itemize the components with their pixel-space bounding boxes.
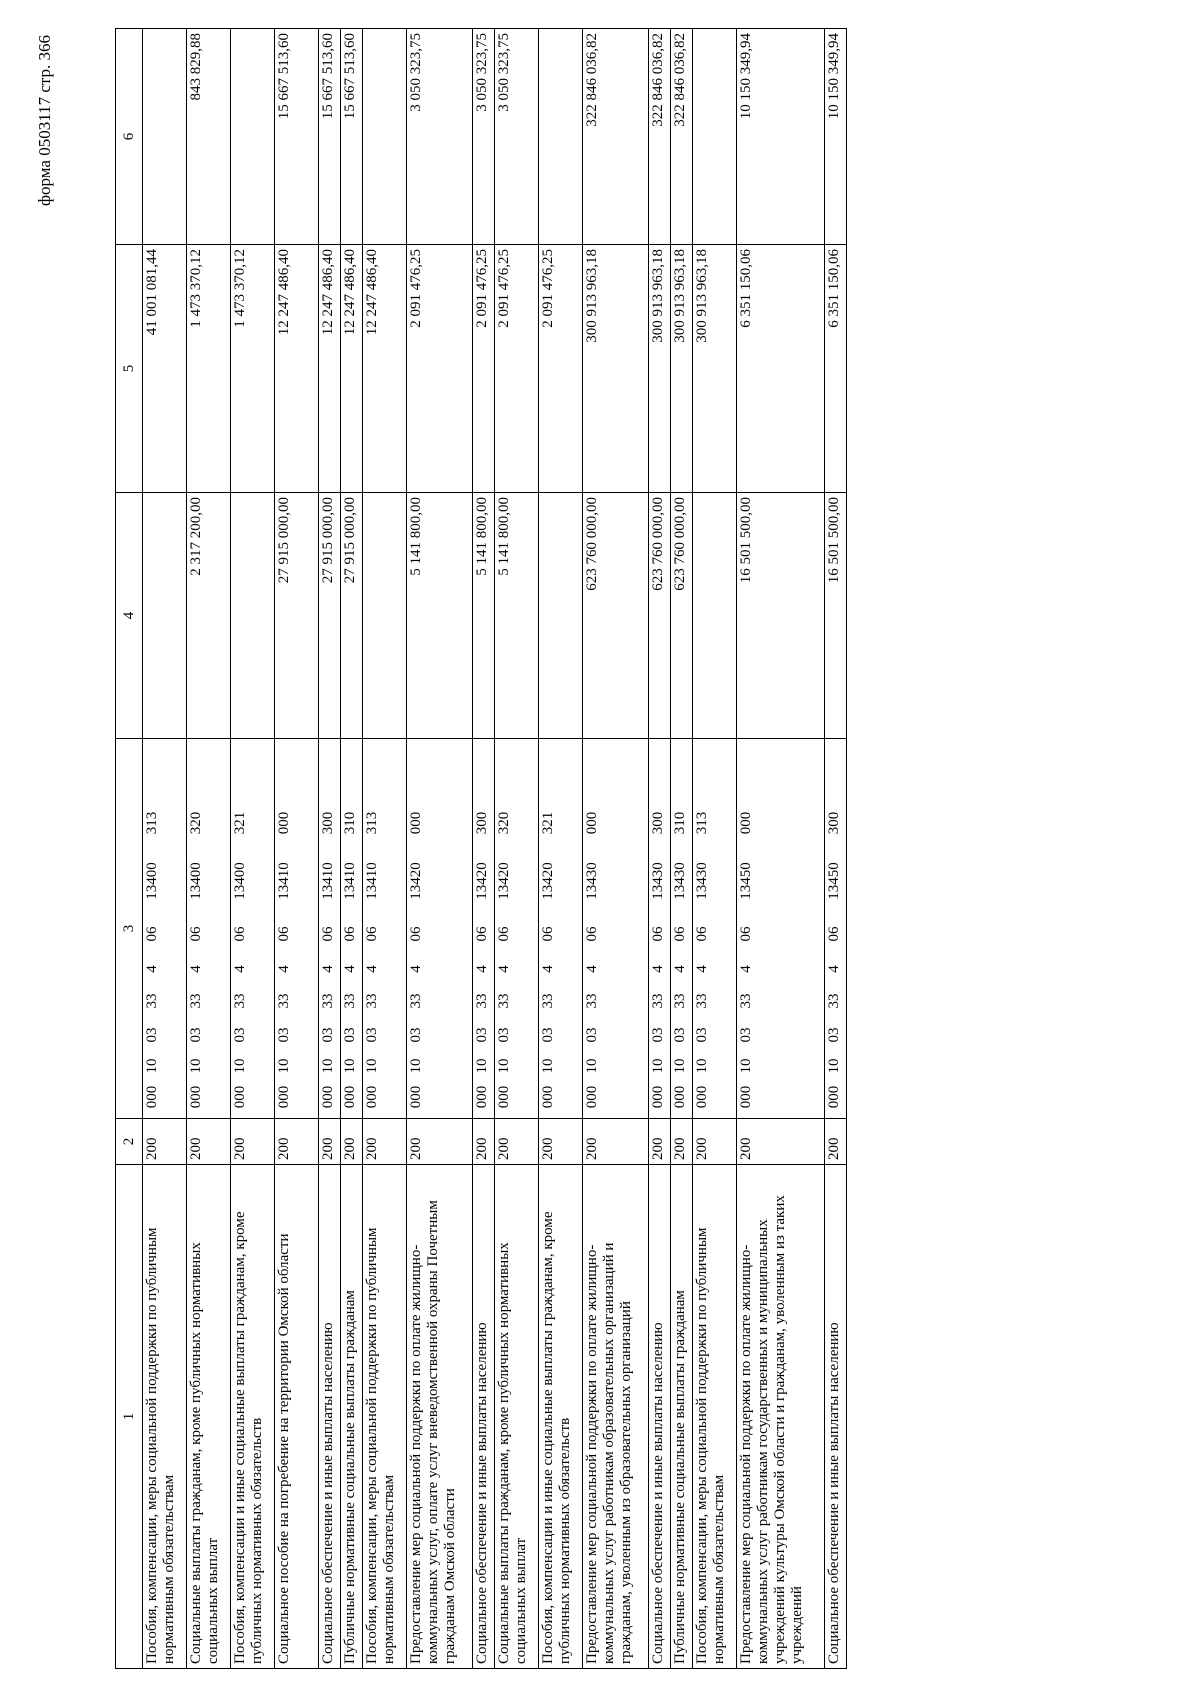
- row-executed: 2 091 476,25: [539, 245, 583, 493]
- row-approved: 27 915 000,00: [275, 493, 319, 739]
- code-part: 03: [826, 1027, 842, 1043]
- row-name: Пособия, компенсации и иные социальные выплаты гражданам, кроме публичных нормативных обязательств: [539, 1165, 583, 1669]
- row-line-code: 200: [275, 1119, 319, 1165]
- code-part: 13420: [474, 862, 490, 900]
- code-part: 06: [276, 926, 292, 942]
- code-part: 000: [540, 1085, 556, 1109]
- table-row: [649, 29, 671, 1669]
- code-part: 000: [408, 811, 424, 835]
- row-line-code: 200: [495, 1119, 539, 1165]
- row-approved: [143, 493, 187, 739]
- code-part: 10: [408, 1058, 424, 1074]
- row-unexecuted: 3 050 323,75: [407, 29, 473, 245]
- code-part: 03: [584, 1027, 600, 1043]
- row-unexecuted: 322 846 036,82: [583, 29, 649, 245]
- row-budget-code: [693, 739, 737, 1119]
- table-row: [539, 29, 583, 1669]
- code-part: 000: [694, 1085, 710, 1109]
- row-approved: 27 915 000,00: [319, 493, 341, 739]
- row-approved: [539, 493, 583, 739]
- table-row: [407, 29, 473, 1669]
- row-name: Социальное обеспечение и иные выплаты населению: [825, 1165, 847, 1669]
- code-part: 03: [188, 1027, 204, 1043]
- row-name: Социальные выплаты гражданам, кроме публичных нормативных социальных выплат: [495, 1165, 539, 1669]
- row-unexecuted: 10 150 349,94: [737, 29, 825, 245]
- code-part: 33: [342, 993, 358, 1009]
- code-part: 06: [584, 926, 600, 942]
- row-name: Социальное пособие на погребение на территории Омской области: [275, 1165, 319, 1669]
- row-unexecuted: 322 846 036,82: [649, 29, 671, 245]
- code-part: 000: [408, 1085, 424, 1109]
- code-part: 13410: [364, 862, 380, 900]
- code-part: 03: [738, 1027, 754, 1043]
- table-row: [583, 29, 649, 1669]
- row-unexecuted: [143, 29, 187, 245]
- col-header-4: 4: [116, 493, 143, 739]
- code-part: 4: [276, 965, 292, 973]
- code-part: 03: [232, 1027, 248, 1043]
- code-part: 33: [540, 993, 556, 1009]
- code-part: 313: [144, 811, 160, 835]
- row-executed: 6 351 150,06: [737, 245, 825, 493]
- code-part: 000: [364, 1085, 380, 1109]
- code-part: 4: [650, 965, 666, 973]
- code-part: 13420: [408, 862, 424, 900]
- code-part: 33: [188, 993, 204, 1009]
- col-header-6: 6: [116, 29, 143, 245]
- code-part: 321: [232, 811, 248, 835]
- code-part: 000: [276, 1085, 292, 1109]
- code-part: 33: [320, 993, 336, 1009]
- code-part: 10: [232, 1058, 248, 1074]
- code-part: 13400: [188, 862, 204, 900]
- code-part: 13450: [826, 862, 842, 900]
- code-part: 10: [276, 1058, 292, 1074]
- row-unexecuted: 322 846 036,82: [671, 29, 693, 245]
- table-row: [737, 29, 825, 1669]
- row-unexecuted: [231, 29, 275, 245]
- code-part: 06: [364, 926, 380, 942]
- code-part: 4: [584, 965, 600, 973]
- code-part: 33: [694, 993, 710, 1009]
- row-name: Предоставление мер социальной поддержки по оплате жилищно-коммунальных услуг работникам образовательных организаций и гражданам, уволенным из образовательных организаций: [583, 1165, 649, 1669]
- row-executed: 2 091 476,25: [495, 245, 539, 493]
- row-budget-code: [143, 739, 187, 1119]
- code-part: 06: [408, 926, 424, 942]
- code-part: 10: [540, 1058, 556, 1074]
- row-approved: 623 760 000,00: [583, 493, 649, 739]
- table-row: [341, 29, 363, 1669]
- code-part: 33: [232, 993, 248, 1009]
- table-row: [231, 29, 275, 1669]
- table-row: [363, 29, 407, 1669]
- code-part: 03: [496, 1027, 512, 1043]
- row-budget-code: [737, 739, 825, 1119]
- code-part: 10: [584, 1058, 600, 1074]
- code-part: 13430: [694, 862, 710, 900]
- code-part: 13420: [496, 862, 512, 900]
- code-part: 4: [694, 965, 710, 973]
- row-unexecuted: 15 667 513,60: [319, 29, 341, 245]
- code-part: 000: [276, 811, 292, 835]
- code-part: 10: [826, 1058, 842, 1074]
- row-line-code: 200: [319, 1119, 341, 1165]
- row-line-code: 200: [737, 1119, 825, 1165]
- row-line-code: 200: [407, 1119, 473, 1165]
- code-part: 33: [408, 993, 424, 1009]
- row-line-code: 200: [187, 1119, 231, 1165]
- row-approved: [693, 493, 737, 739]
- code-part: 06: [474, 926, 490, 942]
- code-part: 4: [188, 965, 204, 973]
- row-line-code: 200: [143, 1119, 187, 1165]
- row-unexecuted: [363, 29, 407, 245]
- code-part: 000: [188, 1085, 204, 1109]
- row-approved: 5 141 800,00: [407, 493, 473, 739]
- code-part: 33: [364, 993, 380, 1009]
- row-budget-code: [231, 739, 275, 1119]
- row-line-code: 200: [671, 1119, 693, 1165]
- row-line-code: 200: [649, 1119, 671, 1165]
- row-line-code: 200: [583, 1119, 649, 1165]
- row-name: Пособия, компенсации, меры социальной поддержки по публичным нормативным обязательствам: [363, 1165, 407, 1669]
- row-line-code: 200: [539, 1119, 583, 1165]
- code-part: 000: [474, 1085, 490, 1109]
- code-part: 06: [496, 926, 512, 942]
- row-unexecuted: 15 667 513,60: [341, 29, 363, 245]
- row-executed: 41 001 081,44: [143, 245, 187, 493]
- code-part: 000: [144, 1085, 160, 1109]
- row-executed: 300 913 963,18: [583, 245, 649, 493]
- code-part: 000: [584, 1085, 600, 1109]
- row-name: Предоставление мер социальной поддержки по оплате жилищно-коммунальных услуг, оплате услуг вневедомственной охраны Почетным гражданам Омской области: [407, 1165, 473, 1669]
- code-part: 310: [672, 811, 688, 835]
- code-part: 03: [694, 1027, 710, 1043]
- code-part: 06: [540, 926, 556, 942]
- code-part: 03: [320, 1027, 336, 1043]
- row-budget-code: [671, 739, 693, 1119]
- row-approved: 5 141 800,00: [495, 493, 539, 739]
- col-header-5: 5: [116, 245, 143, 493]
- row-budget-code: [649, 739, 671, 1119]
- row-line-code: 200: [363, 1119, 407, 1165]
- row-name: Социальные выплаты гражданам, кроме публичных нормативных социальных выплат: [187, 1165, 231, 1669]
- col-header-1: 1: [116, 1165, 143, 1669]
- code-part: 300: [474, 811, 490, 835]
- code-part: 06: [320, 926, 336, 942]
- code-part: 10: [738, 1058, 754, 1074]
- row-name: Социальное обеспечение и иные выплаты населению: [473, 1165, 495, 1669]
- code-part: 03: [672, 1027, 688, 1043]
- code-part: 320: [496, 811, 512, 835]
- row-budget-code: [363, 739, 407, 1119]
- row-name: Пособия, компенсации, меры социальной поддержки по публичным нормативным обязательствам: [693, 1165, 737, 1669]
- row-executed: 300 913 963,18: [649, 245, 671, 493]
- row-name: Публичные нормативные социальные выплаты гражданам: [341, 1165, 363, 1669]
- code-part: 33: [496, 993, 512, 1009]
- row-name: Предоставление мер социальной поддержки по оплате жилищно-коммунальных услуг работникам государственных и муниципальных учреждений культуры Омской области и гражданам, уволенным из таких учреждений: [737, 1165, 825, 1669]
- row-approved: 5 141 800,00: [473, 493, 495, 739]
- code-part: 33: [144, 993, 160, 1009]
- table-row: [319, 29, 341, 1669]
- code-part: 4: [738, 965, 754, 973]
- row-budget-code: [275, 739, 319, 1119]
- code-part: 10: [694, 1058, 710, 1074]
- code-part: 03: [540, 1027, 556, 1043]
- row-budget-code: [187, 739, 231, 1119]
- code-part: 000: [320, 1085, 336, 1109]
- code-part: 03: [408, 1027, 424, 1043]
- code-part: 03: [474, 1027, 490, 1043]
- code-part: 10: [672, 1058, 688, 1074]
- code-part: 10: [320, 1058, 336, 1074]
- row-approved: 16 501 500,00: [825, 493, 847, 739]
- row-executed: 300 913 963,18: [671, 245, 693, 493]
- row-executed: 12 247 486,40: [319, 245, 341, 493]
- code-part: 33: [584, 993, 600, 1009]
- table-row: [143, 29, 187, 1669]
- code-part: 06: [232, 926, 248, 942]
- code-part: 06: [650, 926, 666, 942]
- row-line-code: 200: [825, 1119, 847, 1165]
- row-executed: 2 091 476,25: [407, 245, 473, 493]
- row-name: Пособия, компенсации, меры социальной поддержки по публичным нормативным обязательствам: [143, 1165, 187, 1669]
- code-part: 320: [188, 811, 204, 835]
- code-part: 313: [694, 811, 710, 835]
- table-row: [187, 29, 231, 1669]
- code-part: 321: [540, 811, 556, 835]
- row-approved: 27 915 000,00: [341, 493, 363, 739]
- code-part: 06: [342, 926, 358, 942]
- code-part: 13420: [540, 862, 556, 900]
- col-header-2: 2: [116, 1119, 143, 1165]
- table-row: [473, 29, 495, 1669]
- row-executed: 12 247 486,40: [341, 245, 363, 493]
- table-row: [495, 29, 539, 1669]
- code-part: 33: [672, 993, 688, 1009]
- row-executed: 6 351 150,06: [825, 245, 847, 493]
- row-budget-code: [495, 739, 539, 1119]
- code-part: 10: [144, 1058, 160, 1074]
- code-part: 06: [738, 926, 754, 942]
- code-part: 4: [144, 965, 160, 973]
- code-part: 10: [650, 1058, 666, 1074]
- code-part: 13400: [232, 862, 248, 900]
- row-budget-code: [583, 739, 649, 1119]
- row-line-code: 200: [473, 1119, 495, 1165]
- row-approved: 16 501 500,00: [737, 493, 825, 739]
- code-part: 4: [496, 965, 512, 973]
- code-part: 000: [738, 811, 754, 835]
- code-part: 13400: [144, 862, 160, 900]
- budget-table: [115, 28, 847, 1669]
- code-part: 06: [694, 926, 710, 942]
- row-name: Социальное обеспечение и иные выплаты населению: [319, 1165, 341, 1669]
- code-part: 000: [232, 1085, 248, 1109]
- code-part: 10: [188, 1058, 204, 1074]
- code-part: 33: [826, 993, 842, 1009]
- code-part: 000: [496, 1085, 512, 1109]
- code-part: 000: [826, 1085, 842, 1109]
- code-part: 4: [672, 965, 688, 973]
- code-part: 33: [738, 993, 754, 1009]
- code-part: 33: [276, 993, 292, 1009]
- code-part: 13410: [320, 862, 336, 900]
- code-part: 10: [474, 1058, 490, 1074]
- code-part: 4: [364, 965, 380, 973]
- code-part: 06: [188, 926, 204, 942]
- row-unexecuted: 843 829,88: [187, 29, 231, 245]
- code-part: 300: [650, 811, 666, 835]
- code-part: 03: [650, 1027, 666, 1043]
- row-line-code: 200: [341, 1119, 363, 1165]
- row-executed: 1 473 370,12: [231, 245, 275, 493]
- code-part: 000: [650, 1085, 666, 1109]
- code-part: 13450: [738, 862, 754, 900]
- row-line-code: 200: [693, 1119, 737, 1165]
- row-executed: 300 913 963,18: [693, 245, 737, 493]
- code-part: 10: [364, 1058, 380, 1074]
- code-part: 03: [144, 1027, 160, 1043]
- code-part: 313: [364, 811, 380, 835]
- row-approved: [231, 493, 275, 739]
- table-row: [693, 29, 737, 1669]
- row-line-code: 200: [231, 1119, 275, 1165]
- code-part: 06: [672, 926, 688, 942]
- row-unexecuted: [539, 29, 583, 245]
- code-part: 10: [496, 1058, 512, 1074]
- row-executed: 2 091 476,25: [473, 245, 495, 493]
- code-part: 4: [474, 965, 490, 973]
- column-number-row: [116, 29, 143, 1669]
- code-part: 4: [232, 965, 248, 973]
- row-budget-code: [825, 739, 847, 1119]
- row-budget-code: [319, 739, 341, 1119]
- code-part: 310: [342, 811, 358, 835]
- code-part: 33: [474, 993, 490, 1009]
- code-part: 13430: [650, 862, 666, 900]
- row-executed: 12 247 486,40: [363, 245, 407, 493]
- code-part: 300: [826, 811, 842, 835]
- code-part: 06: [144, 926, 160, 942]
- code-part: 06: [826, 926, 842, 942]
- code-part: 03: [364, 1027, 380, 1043]
- row-approved: [363, 493, 407, 739]
- row-budget-code: [407, 739, 473, 1119]
- code-part: 03: [342, 1027, 358, 1043]
- row-name: Социальное обеспечение и иные выплаты населению: [649, 1165, 671, 1669]
- code-part: 000: [342, 1085, 358, 1109]
- code-part: 33: [650, 993, 666, 1009]
- row-name: Пособия, компенсации и иные социальные выплаты гражданам, кроме публичных нормативных обязательств: [231, 1165, 275, 1669]
- col-header-3: 3: [116, 739, 143, 1119]
- table-row: [671, 29, 693, 1669]
- form-header: форма 0503117 стр. 366: [35, 35, 54, 206]
- code-part: 13430: [672, 862, 688, 900]
- code-part: 13410: [342, 862, 358, 900]
- code-part: 13410: [276, 862, 292, 900]
- row-name: Публичные нормативные социальные выплаты гражданам: [671, 1165, 693, 1669]
- row-unexecuted: 15 667 513,60: [275, 29, 319, 245]
- code-part: 4: [826, 965, 842, 973]
- row-unexecuted: 3 050 323,75: [495, 29, 539, 245]
- row-unexecuted: 10 150 349,94: [825, 29, 847, 245]
- row-budget-code: [539, 739, 583, 1119]
- code-part: 4: [320, 965, 336, 973]
- row-executed: 12 247 486,40: [275, 245, 319, 493]
- code-part: 000: [738, 1085, 754, 1109]
- row-budget-code: [473, 739, 495, 1119]
- row-executed: 1 473 370,12: [187, 245, 231, 493]
- code-part: 300: [320, 811, 336, 835]
- row-budget-code: [341, 739, 363, 1119]
- code-part: 000: [672, 1085, 688, 1109]
- row-approved: 623 760 000,00: [649, 493, 671, 739]
- code-part: 4: [408, 965, 424, 973]
- code-part: 03: [276, 1027, 292, 1043]
- code-part: 4: [540, 965, 556, 973]
- row-unexecuted: [693, 29, 737, 245]
- code-part: 000: [584, 811, 600, 835]
- row-unexecuted: 3 050 323,75: [473, 29, 495, 245]
- table-row: [825, 29, 847, 1669]
- table-row: [275, 29, 319, 1669]
- code-part: 10: [342, 1058, 358, 1074]
- code-part: 4: [342, 965, 358, 973]
- code-part: 13430: [584, 862, 600, 900]
- row-approved: 623 760 000,00: [671, 493, 693, 739]
- row-approved: 2 317 200,00: [187, 493, 231, 739]
